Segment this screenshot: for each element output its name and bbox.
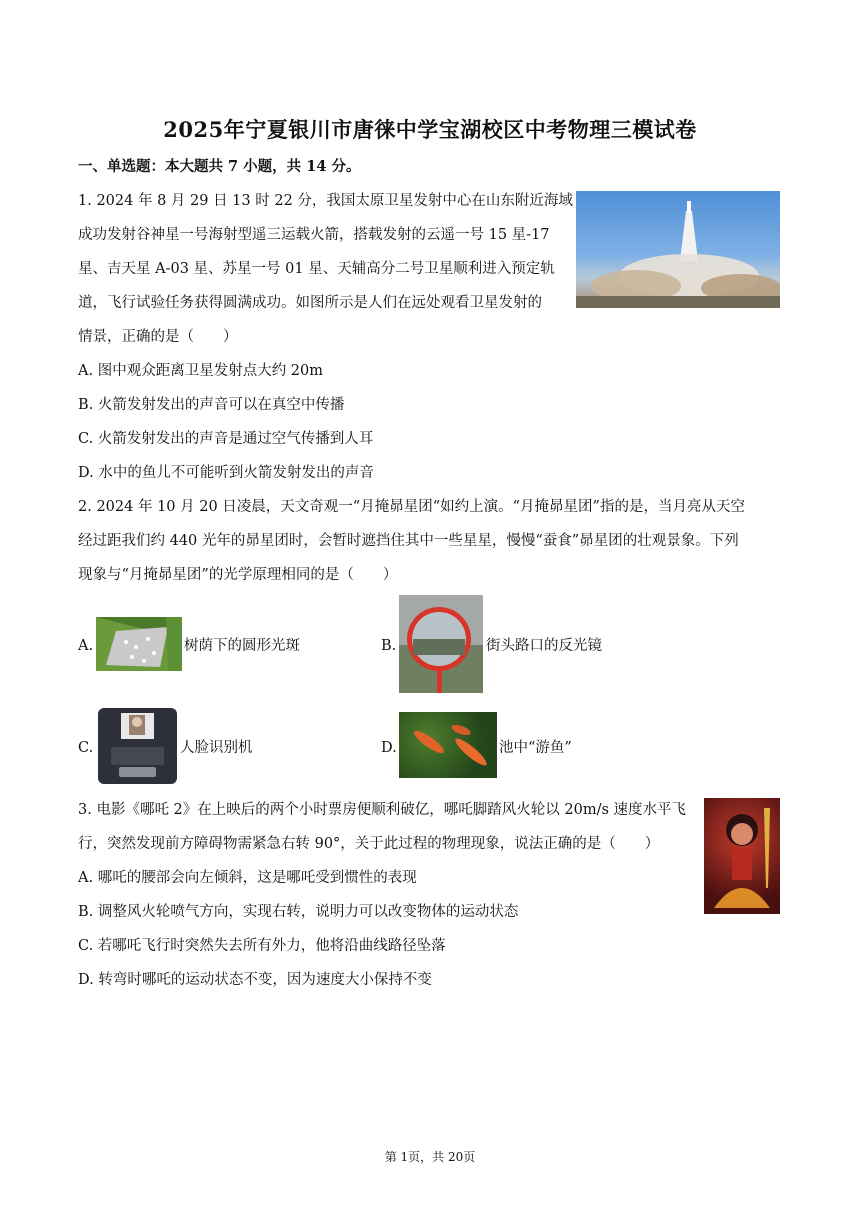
q3-line: 3. 电影《哪吒 2》在上映后的两个小时票房便顺利破亿，哪吒脚踏风火轮以 20m/s 速度水平飞 bbox=[78, 802, 687, 818]
q3-option-a: A. 哪吒的腰部会向左倾斜，这是哪吒受到惯性的表现 bbox=[78, 870, 417, 886]
q1-line: 成功发射谷神星一号海射型遥三运载火箭，搭载发射的云遥一号 15 星-17 bbox=[78, 227, 550, 243]
q2-line: 2. 2024 年 10 月 20 日凌晨，天文奇观一“月掩昴星团“如约上演。“月掩昴星团”指的是，当月亮从天空 bbox=[78, 499, 745, 515]
q2-option-a-text: 树荫下的圆形光斑 bbox=[184, 638, 300, 654]
q2-option-b-text: 街头路口的反光镜 bbox=[486, 638, 602, 654]
nezha-character-image bbox=[704, 798, 780, 914]
pond-fish-image bbox=[399, 712, 497, 778]
q1-line: 星、吉天星 A-03 星、苏星一号 01 星、天辅高分二号卫星顺利进入预定轨 bbox=[78, 261, 555, 277]
q3-line: 行，突然发现前方障碍物需紧急右转 90°，关于此过程的物理现象，说法正确的是（ ） bbox=[78, 836, 660, 852]
page-footer: 第 1页，共 20页 bbox=[384, 1150, 476, 1164]
q3-option-b: B. 调整风火轮喷气方向，实现右转，说明力可以改变物体的运动状态 bbox=[78, 904, 519, 920]
q2-line: 经过距我们约 440 光年的昴星团时，会暂时遮挡住其中一些星星，慢慢“蚕食”昴星团的壮观景象。下列 bbox=[78, 533, 739, 549]
q1-option-b: B. 火箭发射发出的声音可以在真空中传播 bbox=[78, 397, 345, 413]
q2-option-d-letter: D. bbox=[381, 740, 397, 756]
q2-option-b-letter: B. bbox=[381, 638, 397, 654]
q2-option-c-text: 人脸识别机 bbox=[180, 740, 253, 756]
rocket-launch-image bbox=[576, 191, 780, 308]
convex-mirror-image bbox=[399, 595, 483, 693]
q3-option-d: D. 转弯时哪吒的运动状态不变，因为速度大小保持不变 bbox=[78, 972, 432, 988]
page-title: 2025年宁夏银川市唐徕中学宝湖校区中考物理三模试卷 bbox=[163, 117, 697, 142]
section-heading: 一、单选题：本大题共 7 小题，共 14 分。 bbox=[78, 158, 361, 175]
q2-option-a-letter: A. bbox=[78, 638, 94, 654]
q2-option-c-letter: C. bbox=[78, 740, 94, 756]
q2-option-d-text: 池中“游鱼” bbox=[499, 740, 572, 756]
q1-line: 情景，正确的是（ ） bbox=[78, 329, 238, 345]
q1-line: 1. 2024 年 8 月 29 日 13 时 22 分，我国太原卫星发射中心在山东附近海域 bbox=[78, 193, 573, 209]
q2-line: 现象与“月掩昴星团”的光学原理相同的是（ ） bbox=[78, 567, 398, 583]
q1-option-c: C. 火箭发射发出的声音是通过空气传播到人耳 bbox=[78, 431, 374, 447]
q1-option-a: A. 图中观众距离卫星发射点大约 20m bbox=[78, 363, 323, 379]
q3-option-c: C. 若哪吒飞行时突然失去所有外力，他将沿曲线路径坠落 bbox=[78, 938, 446, 954]
face-recognition-device-image bbox=[97, 707, 178, 785]
q1-line: 道，飞行试验任务获得圆满成功。如图所示是人们在远处观看卫星发射的 bbox=[78, 295, 542, 311]
q1-option-d: D. 水中的鱼儿不可能听到火箭发射发出的声音 bbox=[78, 465, 374, 481]
tree-shade-light-spots-image bbox=[96, 617, 182, 671]
